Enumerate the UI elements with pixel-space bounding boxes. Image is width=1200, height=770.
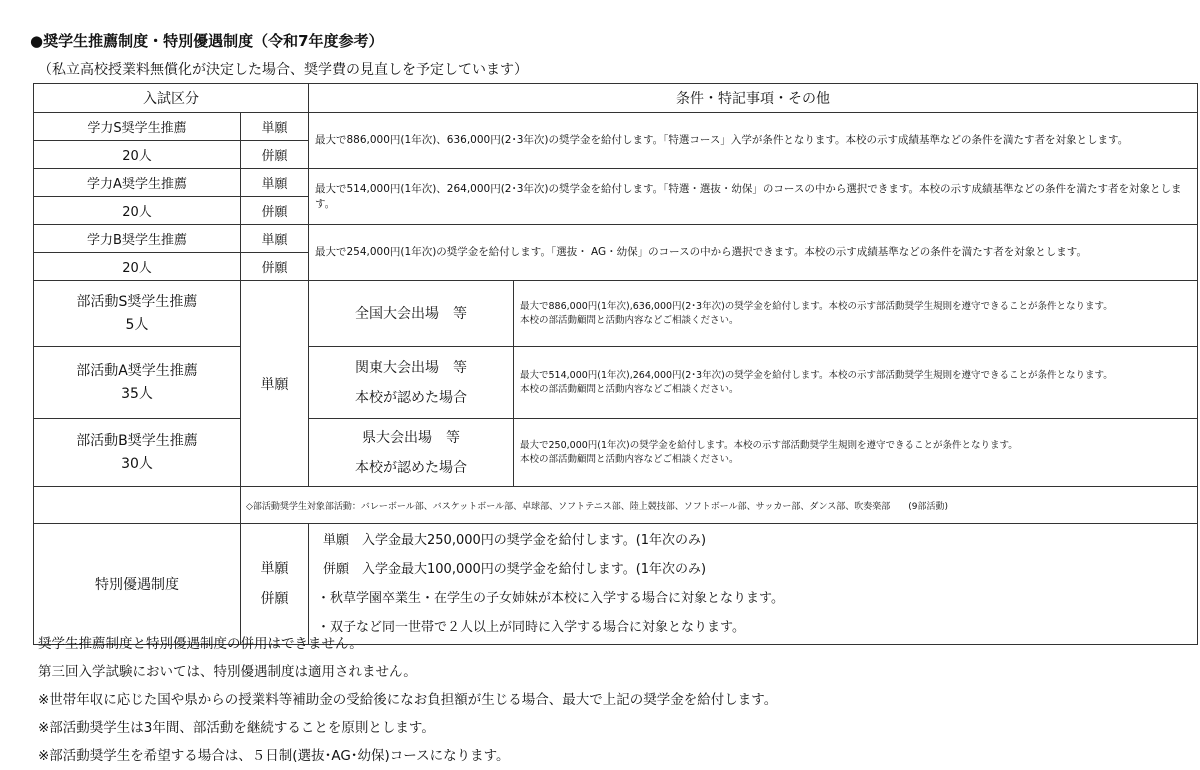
footnote: ※部活動奨学生は3年間、部活動を継続することを原則とします。 [38,720,435,736]
description-line: 本校の部活動顧問と活動内容などご相談ください。 [520,383,739,395]
scholarship-table [33,83,1198,645]
event-line: 全国大会出場 等 [355,305,467,322]
empty-cell [34,487,241,524]
table-row [34,419,1198,487]
table-row [34,347,1198,419]
header-conditions: 条件・特記事項・その他 [309,84,1198,113]
club-event [309,347,514,419]
category-name: 学力B奨学生推薦 [34,225,241,253]
club-category-cell [34,419,241,487]
category-count: 35人 [121,386,153,402]
category-count: 20人 [34,197,241,225]
club-event [309,281,514,347]
footnote: 奨学生推薦制度と特別優遇制度の併用はできません。 [38,636,363,652]
event-line: 関東大会出場 等 [355,359,467,376]
club-note: ◇部活動奨学生対象部活動：バレーボール部、バスケットボール部、卓球部、ソフトテニス部、陸上競技部、ソフトボール部、サッカー部、ダンス部、吹奏楽部 (9部活動) [241,487,1198,524]
special-conditions [309,524,1198,645]
category-name: 学力A奨学生推薦 [34,169,241,197]
application-type: 併願 [241,197,309,225]
club-description [514,281,1198,347]
special-types [241,524,309,645]
table-row [34,225,1198,253]
description-line: 本校の部活動顧問と活動内容などご相談ください。 [520,453,739,465]
footnotes [38,630,777,770]
application-type: 併願 [260,591,289,607]
club-note-row [34,487,1198,524]
special-item: ・秋草学園卒業生・在学生の子女姉妹が本校に入学する場合に対象となります。 [317,591,784,606]
event-line: 本校が認めた場合 [355,459,467,476]
special-name: 特別優遇制度 [34,524,241,645]
category-description: 最大で886,000円(1年次)、636,000円(2･3年次)の奨学金を給付します。「特選コース」入学が条件となります。本校の示す成績基準などの条件を満たす者を対象とします。 [309,113,1198,169]
special-item: 併願 入学金最大100,000円の奨学金を給付します。(1年次のみ) [323,562,707,577]
application-type: 単願 [241,169,309,197]
table-row [34,281,1198,347]
special-item: 単願 入学金最大250,000円の奨学金を給付します。(1年次のみ) [323,533,707,548]
category-count: 20人 [34,141,241,169]
table-row [34,169,1198,197]
table-row [34,524,1198,645]
club-description [514,419,1198,487]
category-name: 部活動B奨学生推薦 [76,433,198,449]
description-line: 最大で886,000円(1年次),636,000円(2･3年次)の奨学金を給付します。本校の示す部活動奨学生規則を遵守できることが条件となります。 [520,300,1113,312]
application-type: 単願 [241,225,309,253]
header-category: 入試区分 [34,84,309,113]
footnote: 第三回入学試験においては、特別優遇制度は適用されません。 [38,664,417,680]
category-name: 部活動A奨学生推薦 [76,363,198,379]
category-count: 30人 [121,456,153,472]
category-name: 部活動S奨学生推薦 [76,294,198,310]
category-count: 5人 [125,317,149,333]
category-name: 学力S奨学生推薦 [34,113,241,141]
table-header-row [34,84,1198,113]
special-item: ・双子など同一世帯で２人以上が同時に入学する場合に対象となります。 [317,620,745,635]
club-category-cell [34,347,241,419]
event-line: 県大会出場 等 [362,429,460,446]
page-title: ●奨学生推薦制度・特別優遇制度（令和7年度参考） [30,32,384,50]
footnote: ※世帯年収に応じた国や県からの授業料等補助金の受給後になお負担額が生じる場合、最大で上記の奨学金を給付します。 [38,692,778,708]
description-line: 最大で250,000円(1年次)の奨学金を給付します。本校の示す部活動奨学生規則を遵守できることが条件となります。 [520,439,1018,451]
event-line: 本校が認めた場合 [355,389,467,406]
description-line: 最大で514,000円(1年次),264,000円(2･3年次)の奨学金を給付します。本校の示す部活動奨学生規則を遵守できることが条件となります。 [520,369,1113,381]
club-event [309,419,514,487]
application-type: 単願 [241,113,309,141]
description-line: 本校の部活動顧問と活動内容などご相談ください。 [520,314,739,326]
page-subtitle: （私立高校授業料無償化が決定した場合、奨学費の見直しを予定しています） [38,62,528,78]
footnote: ※部活動奨学生を希望する場合は、５日制(選抜･AG･幼保)コースになります。 [38,748,510,764]
application-type: 単願 [260,561,289,577]
club-description [514,347,1198,419]
category-count: 20人 [34,253,241,281]
application-type: 併願 [241,141,309,169]
application-type: 併願 [241,253,309,281]
table-row [34,113,1198,141]
application-type: 単願 [241,281,309,487]
club-category-cell [34,281,241,347]
category-description: 最大で514,000円(1年次)、264,000円(2･3年次)の奨学金を給付します。「特選・選抜・幼保」のコースの中から選択できます。本校の示す成績基準などの条件を満たす者を対象とします。 [309,169,1198,225]
category-description: 最大で254,000円(1年次)の奨学金を給付します。「選抜・ AG・幼保」のコースの中から選択できます。本校の示す成績基準などの条件を満たす者を対象とします。 [309,225,1198,281]
